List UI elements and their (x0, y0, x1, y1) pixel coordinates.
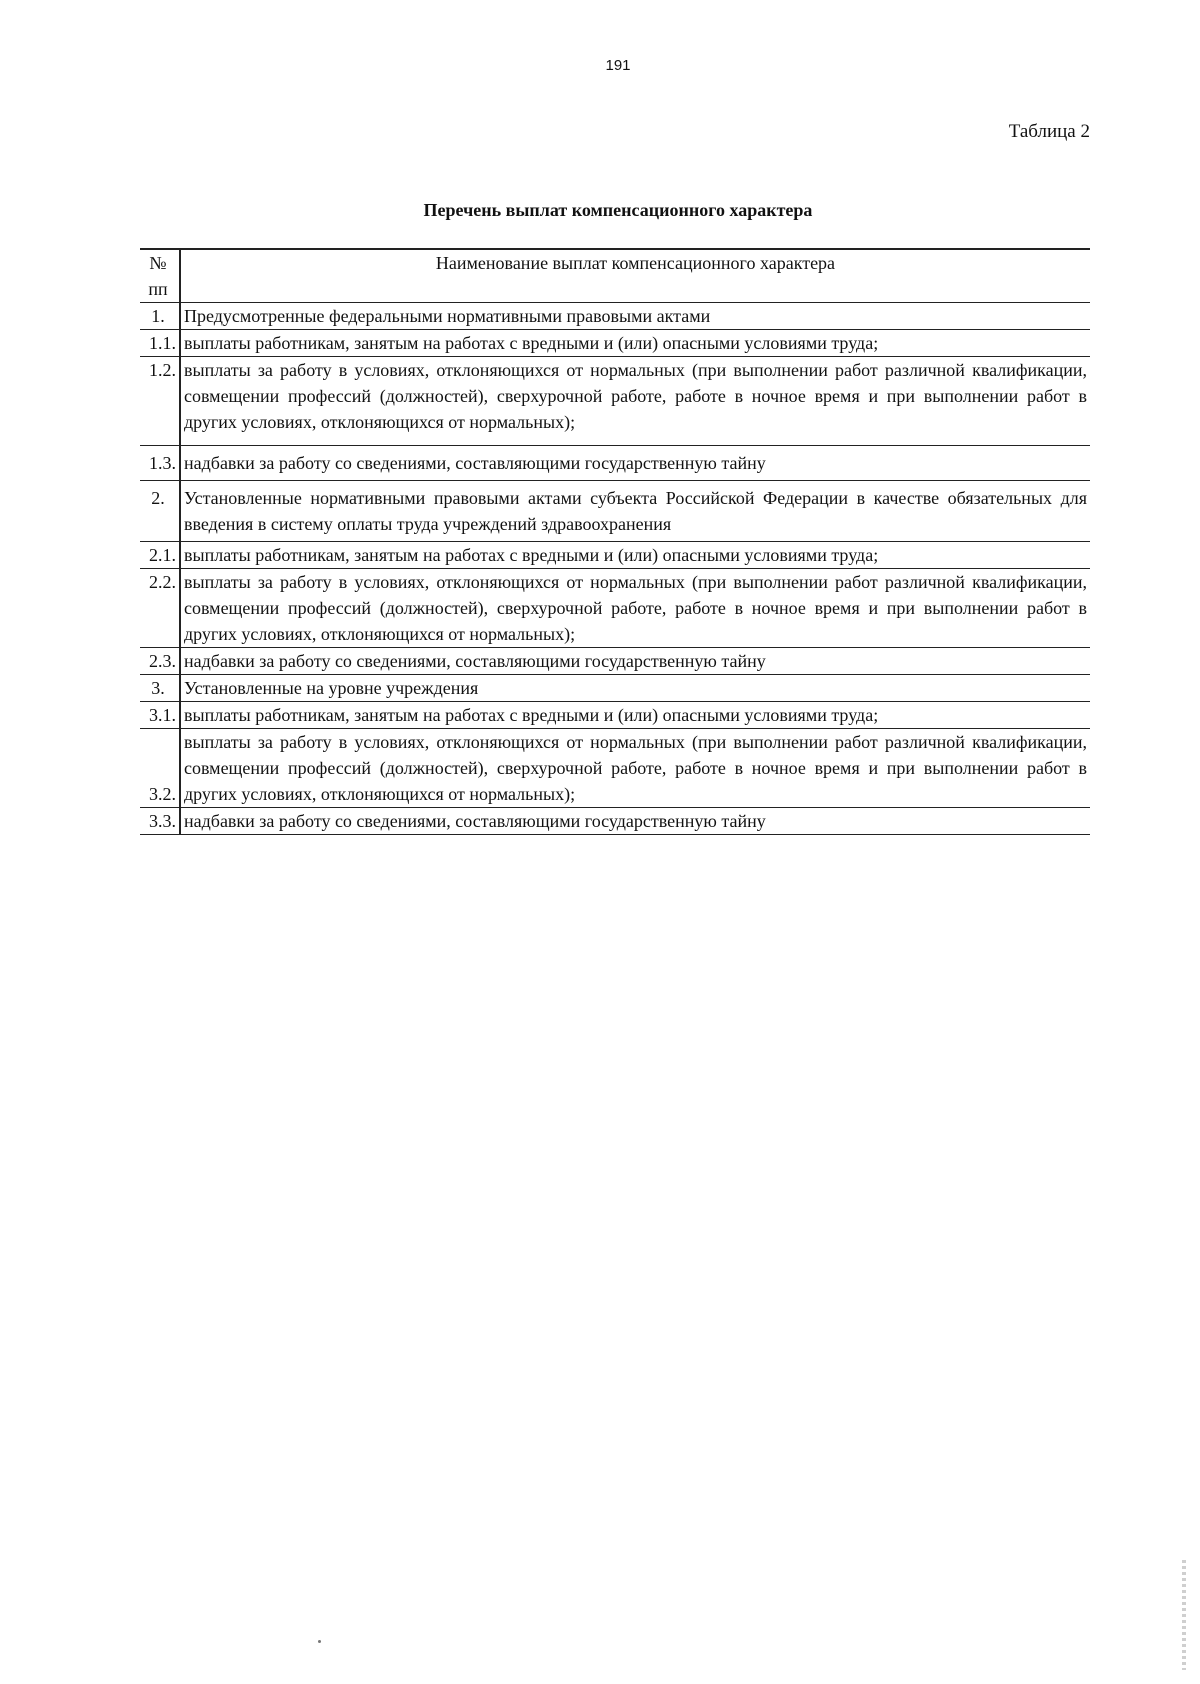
scan-edge-mark (1182, 1560, 1186, 1670)
table-row (140, 702, 1090, 729)
table-header-row (140, 249, 1090, 303)
document-title: Перечень выплат компенсационного характера (423, 200, 813, 220)
row-number: 1. (140, 303, 180, 330)
row-text: выплаты работникам, занятым на работах с вредными и (или) опасными условиями труда; (180, 330, 1090, 357)
row-number: 3.3. (140, 808, 180, 835)
page-number: 191 (605, 57, 631, 74)
table-row (140, 446, 1090, 481)
row-text: надбавки за работу со сведениями, составляющими государственную тайну (180, 446, 1090, 481)
table-row (140, 357, 1090, 446)
table-row (140, 729, 1090, 808)
table-row (140, 330, 1090, 357)
table-row (140, 648, 1090, 675)
table-row (140, 808, 1090, 835)
row-number: 1.2. (140, 357, 180, 446)
row-text: выплаты работникам, занятым на работах с вредными и (или) опасными условиями труда; (180, 702, 1090, 729)
table-row (140, 303, 1090, 330)
row-text: надбавки за работу со сведениями, составляющими государственную тайну (180, 648, 1090, 675)
row-text: выплаты работникам, занятым на работах с вредными и (или) опасными условиями труда; (180, 542, 1090, 569)
row-text: выплаты за работу в условиях, отклоняющихся от нормальных (при выполнении работ различной квалификации, совмещении профессий (должностей), сверхурочной работе, работе в ночное время и при выполнении работ в других условиях, отклоняющихся от нормальных); (180, 729, 1090, 808)
row-number: 3. (140, 675, 180, 702)
scan-speck (318, 1640, 321, 1643)
table-row (140, 569, 1090, 648)
table-row (140, 542, 1090, 569)
row-number: 2. (140, 481, 180, 542)
row-number: 2.2. (140, 569, 180, 648)
row-number: 1.3. (140, 446, 180, 481)
header-name: Наименование выплат компенсационного характера (180, 249, 1090, 303)
row-text: выплаты за работу в условиях, отклоняющихся от нормальных (при выполнении работ различной квалификации, совмещении профессий (должностей), сверхурочной работе, работе в ночное время и при выполнении работ в других условиях, отклоняющихся от нормальных); (180, 357, 1090, 446)
row-number: 3.2. (140, 729, 180, 808)
header-number: № пп (140, 249, 180, 303)
row-number: 1.1. (140, 330, 180, 357)
row-number: 3.1. (140, 702, 180, 729)
row-text: надбавки за работу со сведениями, составляющими государственную тайну (180, 808, 1090, 835)
row-text: Установленные на уровне учреждения (180, 675, 1090, 702)
table-caption: Таблица 2 (1008, 121, 1090, 142)
row-text: выплаты за работу в условиях, отклоняющихся от нормальных (при выполнении работ различной квалификации, совмещении профессий (должностей), сверхурочной работе, работе в ночное время и при выполнении работ в других условиях, отклоняющихся от нормальных); (180, 569, 1090, 648)
row-number: 2.3. (140, 648, 180, 675)
row-text: Предусмотренные федеральными нормативными правовыми актами (180, 303, 1090, 330)
table-row (140, 675, 1090, 702)
row-text: Установленные нормативными правовыми актами субъекта Российской Федерации в качестве обязательных для введения в систему оплаты труда учреждений здравоохранения (180, 481, 1090, 542)
table-row (140, 481, 1090, 542)
compensation-payments-table (140, 248, 1090, 835)
row-number: 2.1. (140, 542, 180, 569)
